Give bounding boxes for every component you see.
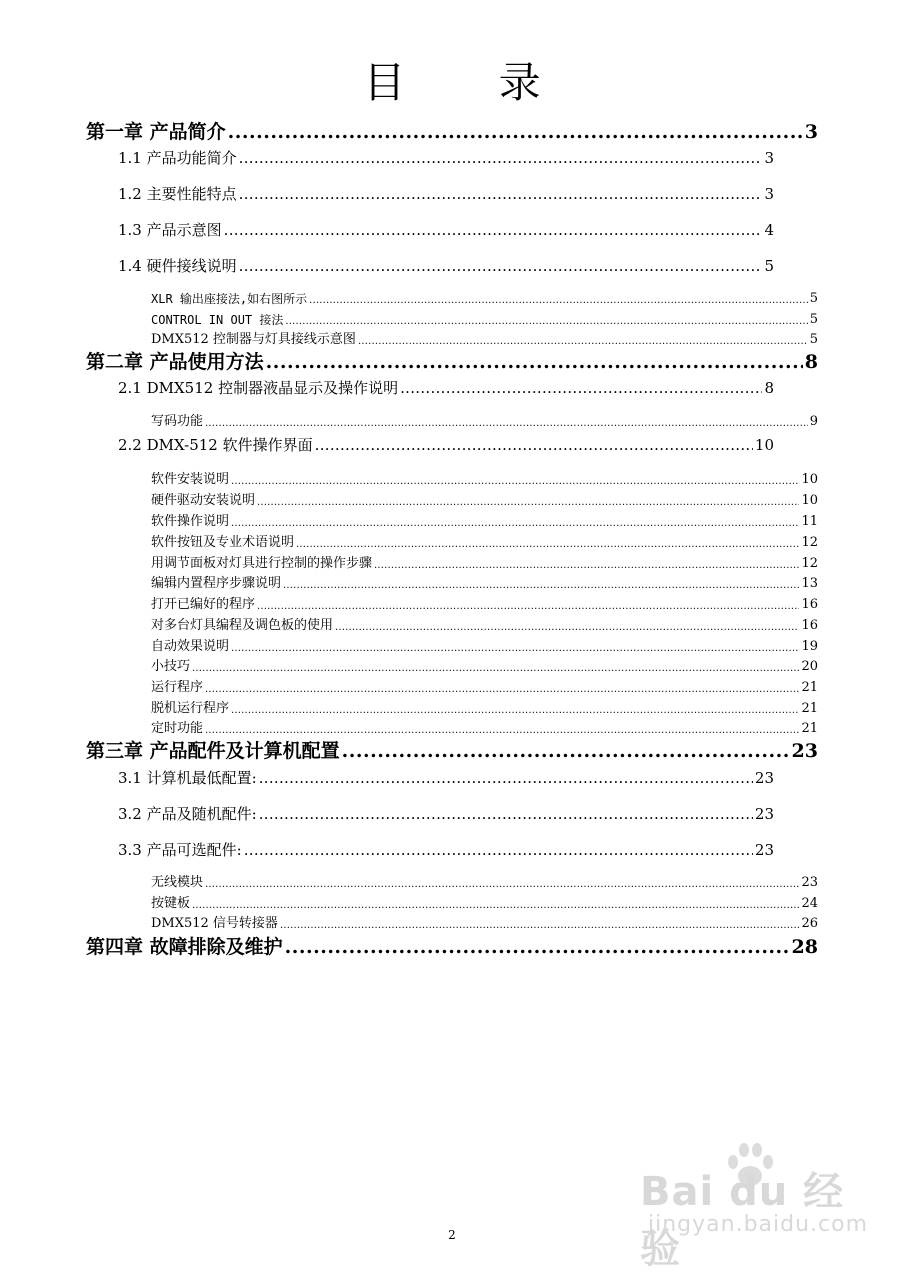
toc-page: 4 (764, 221, 774, 239)
toc-label: 1.1 产品功能简介 (118, 149, 237, 167)
toc-page: 5 (764, 257, 774, 275)
toc-label: 3.1 计算机最低配置: (118, 769, 257, 787)
toc-label: 第四章 故障排除及维护 (86, 936, 283, 958)
toc-page: 8 (804, 351, 818, 373)
watermark-logo-text: Bai du 经验 (640, 1169, 845, 1272)
dot-leader (231, 705, 799, 717)
toc-subsection-write-code[interactable] (151, 415, 818, 430)
toc-label: XLR 输出座接法,如右图所示 (151, 292, 308, 307)
toc-subsection-signal-adapter[interactable] (151, 917, 818, 932)
dot-leader (285, 937, 790, 959)
dot-leader (239, 150, 763, 167)
dot-leader (244, 842, 753, 859)
toc-label: 1.4 硬件接线说明 (118, 257, 237, 275)
dot-leader (285, 316, 807, 328)
dot-leader (239, 258, 763, 275)
dot-leader (259, 770, 753, 787)
toc-subsection-panel-control[interactable] (151, 557, 818, 572)
toc-section-3-3[interactable] (118, 842, 774, 859)
dot-leader (296, 539, 799, 551)
dot-leader (231, 643, 799, 655)
toc-section-2-2[interactable] (118, 437, 774, 454)
dot-leader (231, 518, 799, 530)
toc-subsection-buttons-terms[interactable] (151, 536, 818, 551)
toc-page: 21 (801, 721, 818, 736)
toc-subsection-wireless[interactable] (151, 876, 818, 891)
toc-label: 编辑内置程序步骤说明 (151, 576, 282, 591)
toc-label: 1.3 产品示意图 (118, 221, 222, 239)
toc-chapter-2[interactable] (86, 352, 818, 374)
toc-label: 第二章 产品使用方法 (86, 351, 264, 373)
toc-label: DMX512 控制器与灯具接线示意图 (151, 332, 356, 347)
toc-page: 23 (801, 875, 818, 890)
toc-page: 5 (809, 312, 818, 327)
dot-leader (192, 663, 799, 675)
dot-leader (400, 380, 762, 397)
toc-label: 第三章 产品配件及计算机配置 (86, 740, 340, 762)
toc-subsection-driver-install[interactable] (151, 494, 818, 509)
toc-page: 23 (754, 841, 774, 859)
dot-leader (205, 879, 799, 891)
dot-leader (266, 352, 803, 374)
toc-subsection-run-program[interactable] (151, 681, 818, 696)
toc-subsection-xlr[interactable] (151, 292, 818, 307)
toc-chapter-4[interactable] (86, 937, 818, 959)
toc-page: 10 (754, 436, 774, 454)
toc-section-3-1[interactable] (118, 770, 774, 787)
toc-label: 定时功能 (151, 721, 204, 736)
watermark-url: jingyan.baidu.com (648, 1212, 869, 1237)
toc-page: 5 (809, 332, 818, 347)
toc-label: 自动效果说明 (151, 639, 230, 654)
toc-label: 软件安装说明 (151, 472, 230, 487)
toc-page: 26 (801, 916, 818, 931)
dot-leader (224, 222, 763, 239)
toc-title: 目 录 (363, 58, 581, 107)
toc-section-3-2[interactable] (118, 806, 774, 823)
toc-subsection-timer[interactable] (151, 722, 818, 737)
dot-leader (239, 186, 763, 203)
toc-page: 28 (791, 936, 818, 958)
toc-page: 21 (801, 680, 818, 695)
toc-subsection-software-install[interactable] (151, 473, 818, 488)
toc-page: 21 (801, 701, 818, 716)
toc-page: 8 (764, 379, 774, 397)
toc-label: 用调节面板对灯具进行控制的操作步骤 (151, 556, 373, 571)
toc-page: 5 (809, 291, 818, 306)
toc-page: 20 (801, 659, 818, 674)
toc-subsection-offline-run[interactable] (151, 702, 818, 717)
dot-leader (315, 437, 753, 454)
dot-leader (280, 920, 800, 932)
toc-page: 11 (801, 514, 818, 529)
dot-leader (342, 741, 790, 763)
toc-subsection-software-ops[interactable] (151, 515, 818, 530)
dot-leader (228, 122, 803, 144)
dot-leader (335, 622, 799, 634)
toc-page: 16 (801, 618, 818, 633)
dot-leader (205, 725, 799, 737)
toc-subsection-open-program[interactable] (151, 598, 818, 613)
toc-chapter-3[interactable] (86, 741, 818, 763)
toc-page: 3 (764, 149, 774, 167)
dot-leader (257, 601, 799, 613)
toc-label: 第一章 产品简介 (86, 121, 226, 143)
toc-label: 写码功能 (151, 414, 204, 429)
toc-label: 小技巧 (151, 659, 191, 674)
toc-label: 对多台灯具编程及调色板的使用 (151, 618, 334, 633)
toc-page: 10 (801, 493, 818, 508)
toc-subsection-auto-effects[interactable] (151, 640, 818, 655)
dot-leader (374, 560, 799, 572)
toc-subsection-control[interactable] (151, 313, 818, 328)
dot-leader (283, 580, 799, 592)
toc-label: 按键板 (151, 896, 191, 911)
toc-page: 12 (801, 556, 818, 571)
toc-label: 打开已编好的程序 (151, 597, 256, 612)
toc-page: 9 (809, 414, 818, 429)
toc-page: 3 (764, 185, 774, 203)
toc-page: 3 (804, 121, 818, 143)
toc-subsection-edit-program[interactable] (151, 577, 818, 592)
toc-label: 软件操作说明 (151, 514, 230, 529)
toc-page: 12 (801, 535, 818, 550)
toc-section-1-4[interactable] (118, 258, 774, 275)
dot-leader (205, 418, 808, 430)
toc-section-1-2[interactable] (118, 186, 774, 203)
toc-label: 软件按钮及专业术语说明 (151, 535, 295, 550)
toc-page: 19 (801, 639, 818, 654)
toc-label: 无线模块 (151, 875, 204, 890)
toc-page: 13 (801, 576, 818, 591)
toc-section-2-1[interactable] (118, 380, 774, 397)
dot-leader (192, 900, 799, 912)
toc-page: 23 (754, 805, 774, 823)
toc-label: 运行程序 (151, 680, 204, 695)
dot-leader (259, 806, 753, 823)
toc-subsection-keypad[interactable] (151, 897, 818, 912)
toc-label: 2.2 DMX-512 软件操作界面 (118, 436, 313, 454)
toc-subsection-wiring[interactable] (151, 333, 818, 348)
toc-subsection-multi-fixture[interactable] (151, 619, 818, 634)
toc-label: 3.2 产品及随机配件: (118, 805, 257, 823)
dot-leader (205, 684, 799, 696)
toc-subsection-tips[interactable] (151, 660, 818, 675)
toc-section-1-3[interactable] (118, 222, 774, 239)
toc-section-1-1[interactable] (118, 150, 774, 167)
dot-leader (257, 497, 799, 509)
page-number: 2 (448, 1228, 456, 1242)
toc-page: 10 (801, 472, 818, 487)
toc-label: 脱机运行程序 (151, 701, 230, 716)
dot-leader (358, 336, 808, 348)
toc-page: 16 (801, 597, 818, 612)
toc-label: 1.2 主要性能特点 (118, 185, 237, 203)
toc-label: DMX512 信号转接器 (151, 916, 278, 931)
toc-chapter-1[interactable] (86, 122, 818, 144)
toc-label: CONTROL IN OUT 接法 (151, 313, 284, 328)
dot-leader (231, 476, 799, 488)
toc-label: 2.1 DMX512 控制器液晶显示及操作说明 (118, 379, 399, 397)
toc-label: 硬件驱动安装说明 (151, 493, 256, 508)
dot-leader (309, 295, 808, 307)
toc-page: 23 (754, 769, 774, 787)
toc-page: 24 (801, 896, 818, 911)
toc-page: 23 (791, 740, 818, 762)
toc-label: 3.3 产品可选配件: (118, 841, 242, 859)
